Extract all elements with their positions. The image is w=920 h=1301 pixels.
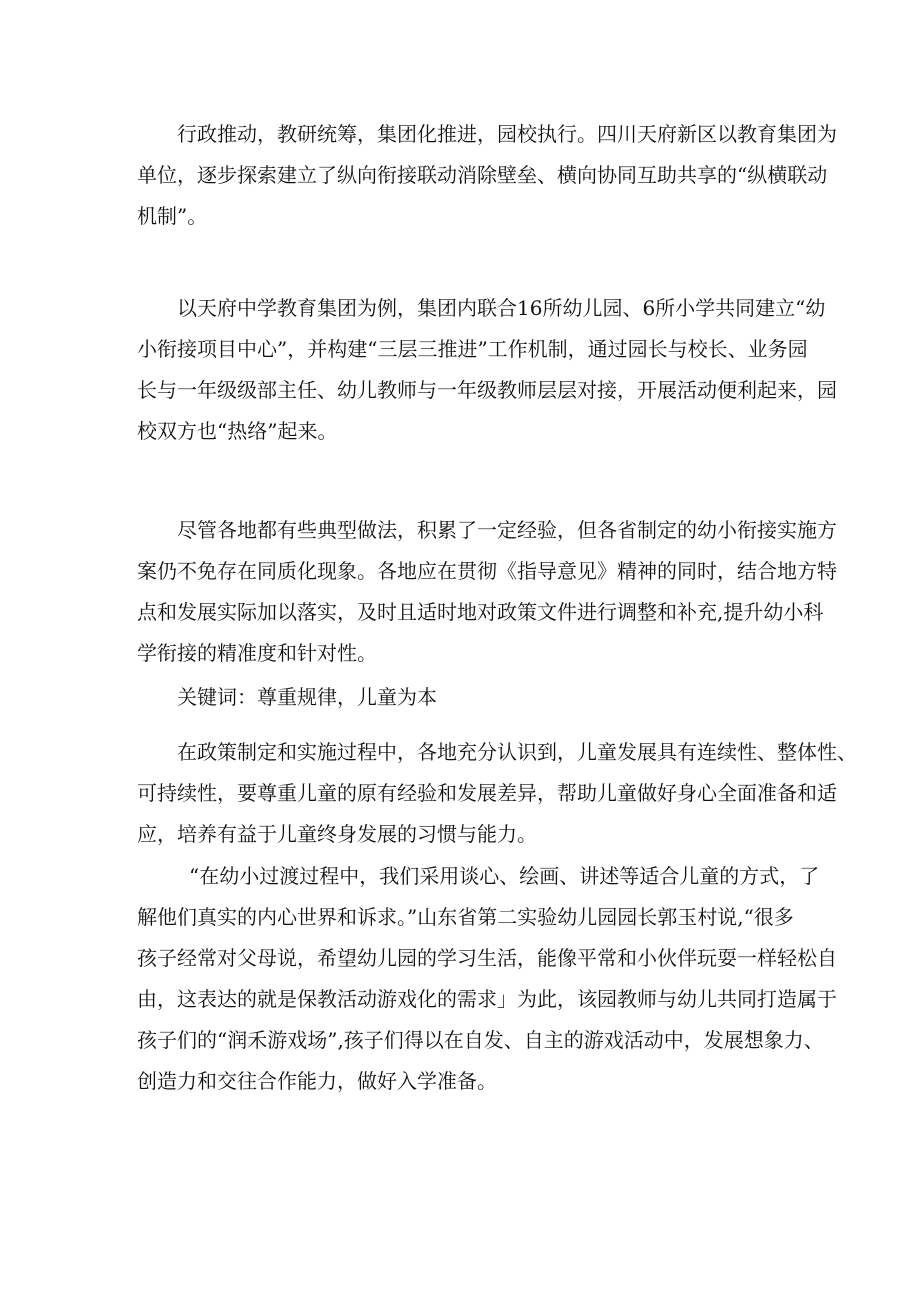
paragraph-line: 单位，逐步探索建立了纵向衔接联动消除壁垒、横向协同互助共享的“纵横联动 bbox=[137, 163, 828, 187]
paragraph-line: 在政策制定和实施过程中，各地充分认识到，儿童发展具有连续性、整体性、 bbox=[177, 740, 857, 764]
paragraph-line: 长与一年级级部主任、幼儿教师与一年级教师层层对接，开展活动便利起来，园 bbox=[137, 378, 837, 402]
paragraph-line: 校双方也“热络”起来。 bbox=[137, 419, 338, 443]
paragraph-quote bbox=[137, 856, 837, 1102]
keywords-text: 关键词：尊重规律，儿童为本 bbox=[177, 685, 437, 709]
paragraph-line: 应，培养有益于儿童终身发展的习惯与能力。 bbox=[137, 822, 537, 846]
paragraph-line: 案仍不免存在同质化现象。各地应在贯彻《指导意见》精神的同时，结合地方特 bbox=[137, 559, 837, 583]
paragraph-line: 孩子们的“润禾游戏场”,孩子们得以在自发、自主的游戏活动中，发展想象力、 bbox=[137, 1028, 824, 1052]
paragraph-line: 学衔接的精准度和针对性。 bbox=[137, 641, 377, 665]
paragraph-line: 解他们真实的内心世界和诉求。”山东省第二实验幼儿园园长郭玉村说,“很多 bbox=[137, 905, 794, 929]
paragraph-line: 行政推动，教研统筹，集团化推进，园校执行。四川天府新区以教育集团为 bbox=[177, 122, 837, 146]
paragraph-line: 创造力和交往合作能力，做好入学准备。 bbox=[137, 1069, 497, 1093]
paragraph-line: 小衔接项目中心”，并构建“三层三推进”工作机制，通过园长与校长、业务园 bbox=[137, 337, 808, 361]
paragraph-line: “在幼小过渡过程中，我们采用谈心、绘画、讲述等适合儿童的方式，了 bbox=[189, 864, 820, 888]
paragraph-line: 孩子经常对父母说，希望幼儿园的学习生活，能像平常和小伙伴玩耍一样轻松自 bbox=[137, 946, 837, 970]
paragraph-line: 机制”。 bbox=[137, 204, 208, 228]
paragraph-tianfu-example bbox=[137, 288, 837, 452]
paragraph-homogenization bbox=[137, 510, 837, 674]
paragraph-line: 点和发展实际加以落实，及时且适时地对政策文件进行调整和补充,提升幼小科 bbox=[137, 600, 824, 624]
paragraph-administration bbox=[137, 114, 837, 237]
paragraph-line: 以天府中学教育集团为例，集团内联合16所幼儿园、6所小学共同建立“幼 bbox=[177, 296, 826, 320]
paragraph-line: 可持续性，要尊重儿童的原有经验和发展差异，帮助儿童做好身心全面准备和适 bbox=[137, 781, 837, 805]
keywords-line bbox=[137, 677, 797, 718]
paragraph-line: 由，这表达的就是保教活动游戏化的需求」为此，该园教师与幼儿共同打造属于 bbox=[137, 987, 837, 1011]
paragraph-line: 尽管各地都有些典型做法，积累了一定经验，但各省制定的幼小衔接实施方 bbox=[177, 518, 837, 542]
paragraph-respect-rules bbox=[137, 732, 857, 855]
